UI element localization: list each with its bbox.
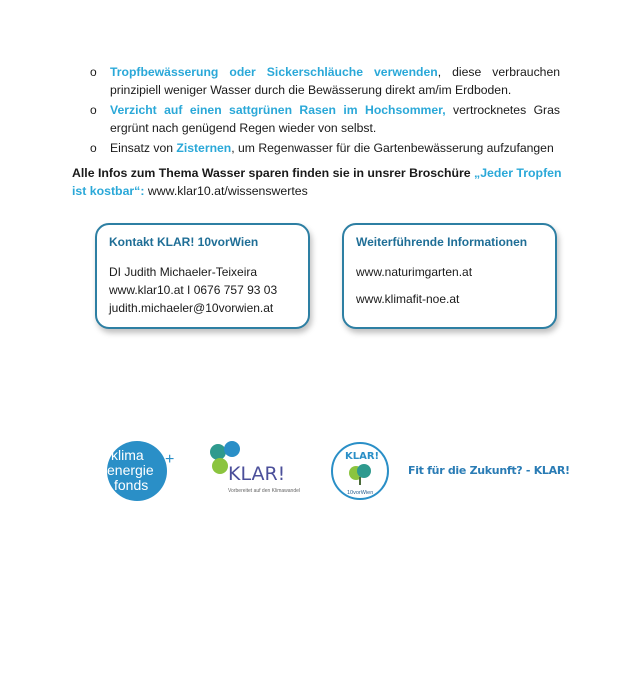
list-item [86, 63, 560, 99]
tips-list [86, 63, 560, 159]
logo-dot-teal [210, 444, 226, 460]
contact-web-phone[interactable]: www.klar10.at I 0676 757 93 03 [109, 283, 278, 297]
logo-text-fonds: fonds [114, 477, 149, 493]
logo-text-klima: klima [111, 447, 144, 463]
badge-tree-trunk [359, 477, 361, 485]
logo-text-klar: KLAR! [228, 463, 286, 485]
brochure-info [72, 164, 562, 200]
tip-highlight: Zisternen [176, 141, 232, 155]
logo-dot-green [212, 458, 228, 474]
contact-card-title: Kontakt KLAR! 10vorWien [109, 235, 259, 249]
badge-text-klar: KLAR! [345, 451, 380, 462]
contact-card [95, 223, 310, 329]
tip-highlight: Tropfbewässerung oder Sickerschläuche verwenden [110, 65, 438, 79]
tip-text: vertrocknetes Gras ergrünt nach genügend Regen wieder von selbst. [110, 103, 560, 135]
brochure-title: „Jeder Tropfen ist kostbar“: [72, 166, 562, 198]
logo-dot-blue [224, 441, 240, 457]
list-item [86, 101, 560, 137]
tip-text: , um Regenwasser für die Gartenbewässerung aufzufangen [231, 141, 554, 155]
contact-email[interactable]: judith.michaeler@10vorwien.at [109, 301, 274, 315]
tip-text-pre: Einsatz von [110, 141, 177, 155]
tip-text: , diese verbrauchen prinzipiell weniger Wasser durch die Bewässerung direkt am/im Erdboden. [110, 65, 561, 97]
plus-icon: + [165, 451, 175, 468]
klar-logo [208, 440, 318, 496]
tip-highlight: Verzicht auf einen sattgrünen Rasen im Hochsommer, [110, 103, 446, 117]
logo-text-energie: energie [107, 462, 154, 478]
logo-subtext: Vorbereitet auf den Klimawandel [228, 488, 300, 494]
info-card-title: Weiterführende Informationen [356, 235, 528, 249]
info-card [342, 223, 557, 329]
brochure-link[interactable]: www.klar10.at/wissenswertes [144, 184, 308, 198]
klima-energie-fonds-logo [105, 438, 181, 502]
list-item [86, 139, 560, 157]
badge-tree-right [357, 464, 371, 478]
info-link-naturimgarten[interactable]: www.naturimgarten.at [356, 265, 473, 279]
bullet-marker: o [90, 103, 97, 117]
info-link-klimafit[interactable]: www.klimafit-noe.at [356, 292, 460, 306]
contact-name: DI Judith Michaeler-Teixeira [109, 265, 258, 279]
bullet-marker: o [90, 65, 97, 79]
info-text: Alle Infos zum Thema Wasser sparen finden sie in unsrer Broschüre [72, 166, 475, 180]
klar-10vorwien-badge [330, 441, 390, 501]
badge-subtext: 10vorWien [347, 490, 374, 496]
slogan: Fit für die Zukunft? - KLAR! [408, 464, 570, 477]
bullet-marker: o [90, 141, 97, 155]
